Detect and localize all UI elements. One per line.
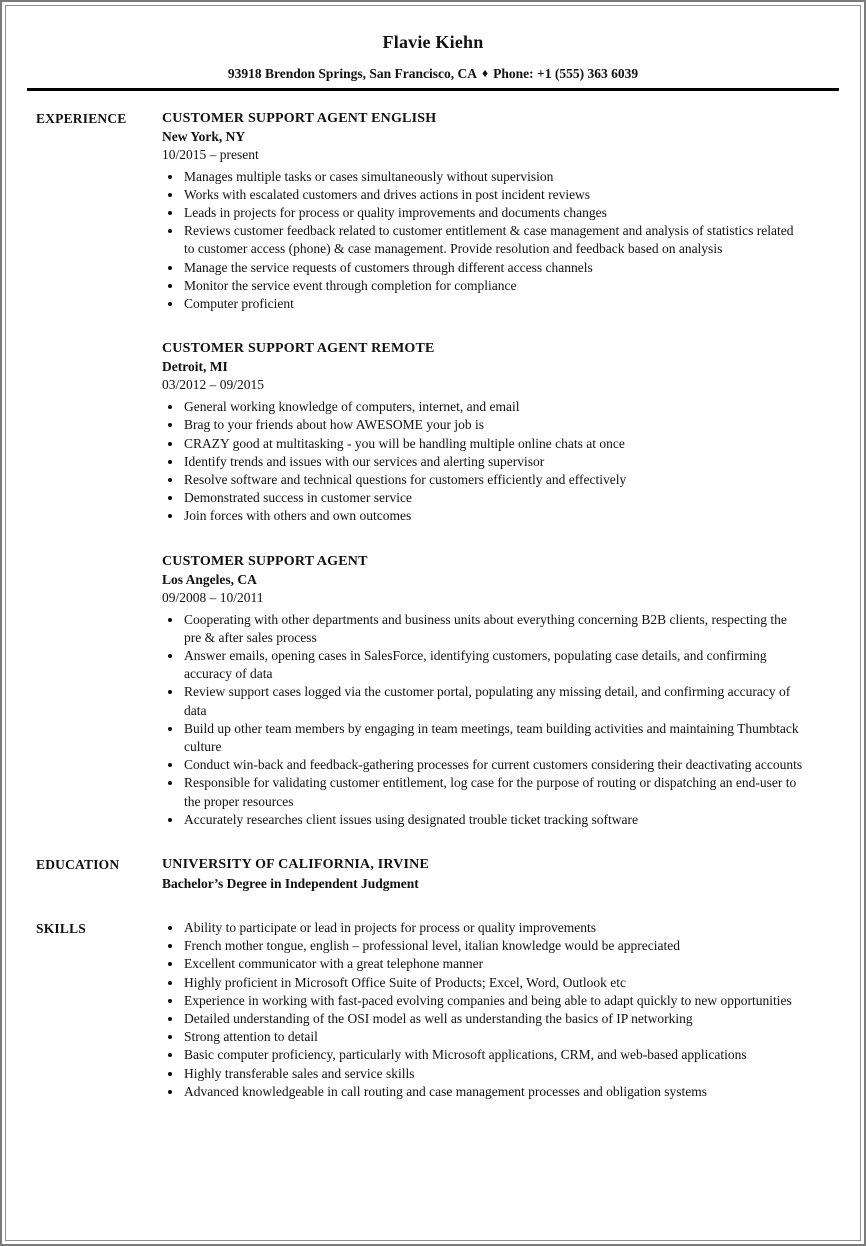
job-dates: 10/2015 – present: [162, 146, 259, 162]
job-entry: [162, 552, 806, 829]
experience-section-label: EXPERIENCE: [36, 110, 127, 126]
header-rule: [27, 88, 839, 91]
bullet-item: • Computer proficient: [183, 295, 806, 313]
bullet-item: • Conduct win-back and feedback-gathering processes for current customers considering their deactivating accounts: [183, 756, 806, 774]
bullet-item: • Reviews customer feedback related to customer entitlement & case management and analysis of statistics related to customer access (phone) & case management. Provide resolution and feedback based on analysis: [183, 222, 806, 258]
section-education: [6, 855, 860, 893]
bullet-item: • Accurately researches client issues using designated trouble ticket tracking software: [183, 811, 806, 829]
job-bullets: [162, 398, 806, 525]
bullet-item: • Highly transferable sales and service skills: [183, 1065, 806, 1083]
skills-section-label: SKILLS: [36, 920, 86, 936]
bullet-item: • Demonstrated success in customer service: [183, 489, 806, 507]
bullet-item: • General working knowledge of computers, internet, and email: [183, 398, 806, 416]
degree-name: Bachelor’s Degree in Independent Judgment: [162, 875, 419, 891]
bullet-item: • Responsible for validating customer entitlement, log case for the purpose of routing or dispatching an end-user to the proper resources: [183, 774, 806, 810]
bullet-item: • Works with escalated customers and drives actions in post incident reviews: [183, 186, 806, 204]
education-section-content: [162, 855, 806, 893]
skills-section-content: [162, 919, 806, 1101]
bullet-item: • Excellent communicator with a great telephone manner: [183, 955, 806, 973]
bullet-item: • Detailed understanding of the OSI model as well as understanding the basics of IP networking: [183, 1010, 806, 1028]
section-skills: [6, 919, 860, 1101]
bullet-item: • Answer emails, opening cases in SalesForce, identifying customers, populating case details, and confirming accuracy of data: [183, 647, 806, 683]
bullet-item: • Manages multiple tasks or cases simultaneously without supervision: [183, 168, 806, 186]
bullet-item: • Identify trends and issues with our services and alerting supervisor: [183, 453, 806, 471]
job-title: CUSTOMER SUPPORT AGENT REMOTE: [162, 341, 435, 357]
candidate-name: Flavie Kiehn: [382, 32, 484, 52]
bullet-item: • Experience in working with fast-paced evolving companies and being able to adapt quickly to new opportunities: [183, 992, 806, 1010]
job-entry: [162, 339, 806, 525]
diamond-separator-icon: ♦: [482, 66, 489, 80]
bullet-item: • Review support cases logged via the customer portal, populating any missing detail, and confirming accuracy of data: [183, 683, 806, 719]
contact-phone: Phone: +1 (555) 363 6039: [493, 66, 639, 81]
bullet-item: • Build up other team members by engaging in team meetings, team building activities and maintaining Thumbtack culture: [183, 720, 806, 756]
bullet-item: • Highly proficient in Microsoft Office Suite of Products; Excel, Word, Outlook etc: [183, 974, 806, 992]
bullet-item: • Ability to participate or lead in projects for process or quality improvements: [183, 919, 806, 937]
bullet-item: • Cooperating with other departments and business units about everything concerning B2B clients, respecting the pre & after sales process: [183, 611, 806, 647]
job-location: Los Angeles, CA: [162, 571, 257, 587]
bullet-item: • Advanced knowledgeable in call routing and case management processes and obligation systems: [183, 1083, 806, 1101]
education-section-label: EDUCATION: [36, 856, 120, 872]
bullet-item: • French mother tongue, english – professional level, italian knowledge would be appreciated: [183, 937, 806, 955]
bullet-item: • Strong attention to detail: [183, 1028, 806, 1046]
job-dates: 03/2012 – 09/2015: [162, 377, 265, 393]
job-entry: [162, 109, 806, 314]
job-bullets: [162, 611, 806, 829]
school-name: UNIVERSITY OF CALIFORNIA, IRVINE: [162, 856, 430, 872]
bullet-item: • Manage the service requests of customers through different access channels: [183, 259, 806, 277]
contact-address: 93918 Brendon Springs, San Francisco, CA: [227, 66, 478, 81]
job-location: Detroit, MI: [162, 359, 228, 375]
job-title: CUSTOMER SUPPORT AGENT: [162, 553, 368, 569]
job-title: CUSTOMER SUPPORT AGENT ENGLISH: [162, 110, 437, 126]
experience-section-content: [162, 109, 806, 829]
resume-page-frame: [5, 5, 861, 1241]
bullet-item: • Monitor the service event through completion for compliance: [183, 277, 806, 295]
bullet-item: • Brag to your friends about how AWESOME your job is: [183, 416, 806, 434]
section-experience: [6, 109, 860, 829]
contact-line: [6, 65, 860, 82]
skills-bullets: [162, 919, 806, 1101]
bullet-item: • Join forces with others and own outcomes: [183, 507, 806, 525]
resume-header: [6, 6, 860, 91]
bullet-item: • Resolve software and technical questions for customers efficiently and effectively: [183, 471, 806, 489]
bullet-item: • CRAZY good at multitasking - you will be handling multiple online chats at once: [183, 435, 806, 453]
job-location: New York, NY: [162, 128, 246, 144]
job-bullets: [162, 168, 806, 314]
bullet-item: • Basic computer proficiency, particularly with Microsoft applications, CRM, and web-based applications: [183, 1046, 806, 1064]
bullet-item: • Leads in projects for process or quality improvements and documents changes: [183, 204, 806, 222]
job-dates: 09/2008 – 10/2011: [162, 589, 264, 605]
